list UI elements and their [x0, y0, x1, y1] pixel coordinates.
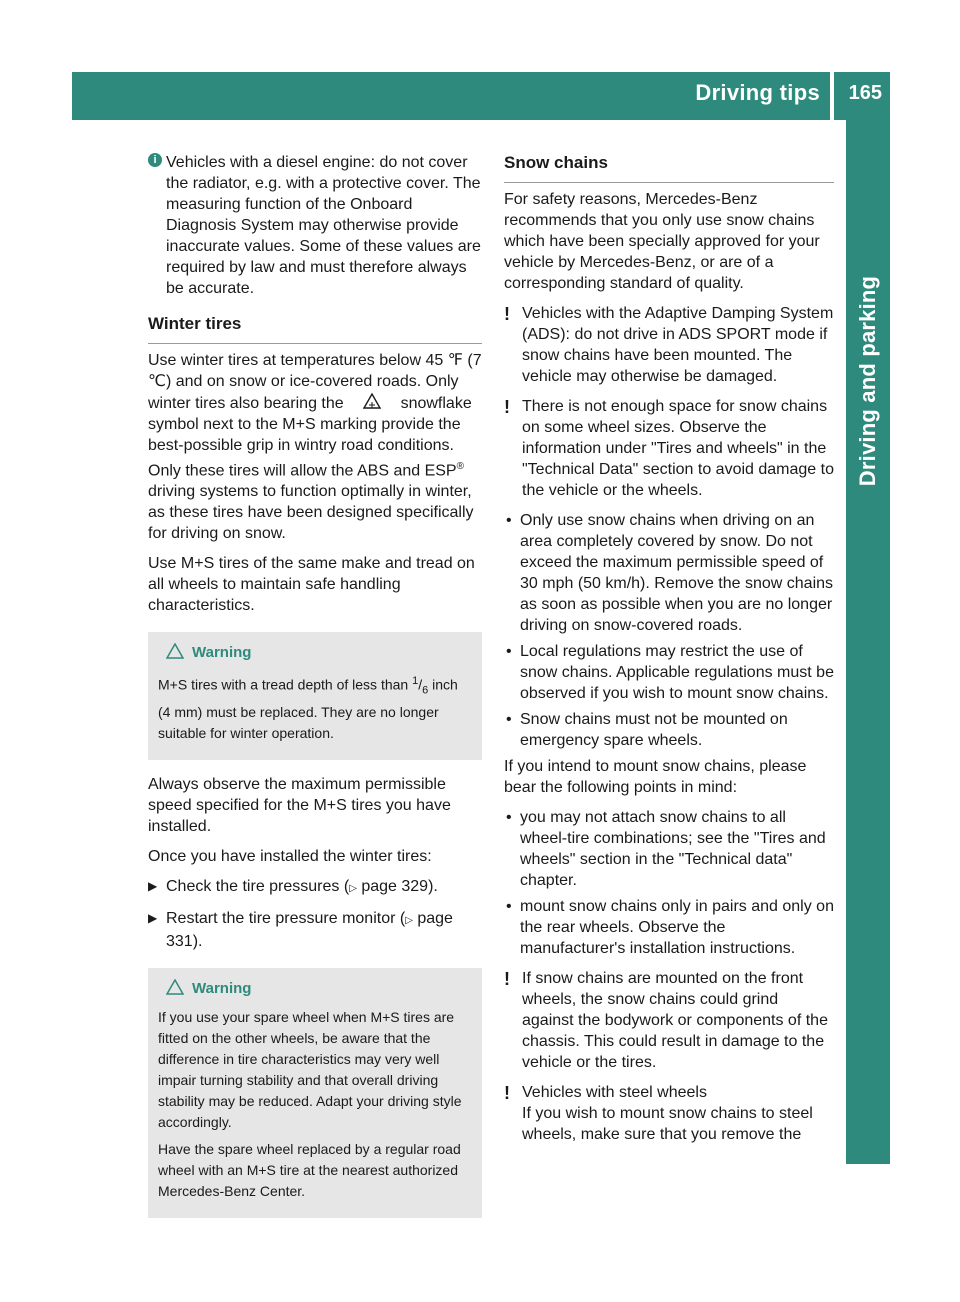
exclamation-icon: !	[504, 1083, 510, 1103]
winter-text-a: Use winter tires at temperatures below 45 ℉ (7 ℃) and on snow or ice-covered roads. Only winter tires also bearing the	[148, 352, 482, 412]
left-column	[148, 152, 482, 1232]
list-item	[504, 807, 834, 891]
bullet-icon: •	[506, 898, 512, 915]
bullet-icon: •	[506, 809, 512, 826]
list-item-text: you may not attach snow chains to all wheel-tire combinations; see the "Tires and wheels" section in the "Technical data" chapter.	[520, 809, 826, 889]
warning-title	[158, 978, 472, 999]
warning-tread-text-a: M+S tires with a tread depth of less than	[158, 676, 409, 693]
action-2-text-b: ).	[192, 932, 203, 950]
info-icon: i	[148, 153, 162, 167]
info-note-text: Vehicles with a diesel engine: do not cover the radiator, e.g. with a protective cover. The measuring function of the Onboard Diagnosis System may otherwise provide inaccurate values. Some of these values are required by law and must therefore always be accurate.	[166, 154, 481, 297]
snow-chains-heading: Snow chains	[504, 152, 834, 183]
warning-tread-text: M+S tires with a tread depth of less than $^1/_6$ inch (4 mm) must be replaced. They are no longer suitable for winter operation.	[158, 675, 458, 741]
chapter-label: Driving and parking	[855, 275, 880, 487]
list-item	[504, 510, 834, 636]
exclamation-icon: !	[504, 304, 510, 324]
registered-mark: ®	[456, 461, 464, 472]
winter-tires-paragraph-2: Use M+S tires of the same make and tread on all wheels to maintain safe handling characteristics.	[148, 555, 475, 615]
warning-title	[158, 642, 472, 663]
fraction-denominator: 6	[422, 684, 429, 697]
caution-note	[504, 396, 834, 501]
warning-title-text: Warning	[192, 979, 252, 997]
winter-tires-heading: Winter tires	[148, 313, 482, 344]
fraction-numerator: 1	[412, 675, 419, 688]
snow-chains-intro: For safety reasons, Mercedes-Benz recommends that you only use snow chains which have been specially approved for your vehicle by Mercedes-Benz, or are of a corresponding standard of quality.	[504, 191, 820, 292]
action-arrow-icon: ▶	[148, 910, 158, 925]
list-item-text: mount snow chains only in pairs and only on the rear wheels. Observe the manufacturer's installation instructions.	[520, 898, 834, 957]
bullet-icon: •	[506, 711, 512, 728]
winter-text-b: snowflake symbol next to the M+S marking provide the best-possible grip in wintry road conditions. Only these tires will allow the ABS and ESP	[148, 395, 472, 480]
once-installed-paragraph: Once you have installed the winter tires:	[148, 847, 432, 865]
speed-paragraph: Always observe the maximum permissible speed specified for the M+S tires you have installed.	[148, 775, 451, 835]
warning-title-text: Warning	[192, 644, 252, 662]
snowflake-mountain-icon	[362, 392, 382, 410]
caution-note	[504, 303, 834, 387]
warning-spare-text-2: Have the spare wheel replaced by a regular road wheel with an M+S tire at the nearest authorized Mercedes-Benz Center.	[158, 1140, 461, 1199]
winter-text-c: driving systems to function optimally in winter, as these tires have been designed specifically for driving on snow.	[148, 483, 474, 543]
warning-box-tread	[148, 632, 482, 759]
right-column	[504, 152, 834, 1154]
caution-note-text: Vehicles with the Adaptive Damping System (ADS): do not drive in ADS SPORT mode if snow chains have been mounted. The vehicle may otherwise be damaged.	[522, 305, 834, 385]
exclamation-icon: !	[504, 969, 510, 989]
exclamation-icon: !	[504, 397, 510, 417]
action-item	[148, 876, 482, 899]
caution-note	[504, 1082, 834, 1145]
caution-note-title: Vehicles with steel wheels	[522, 1084, 707, 1101]
warning-tread-text-b: inch (4 mm) must be replaced. They are no longer suitable for winter operation.	[158, 676, 458, 741]
action-1-text-b: ).	[428, 877, 438, 895]
warning-triangle-icon	[166, 643, 184, 659]
warning-spare-text-1: If you use your spare wheel when M+S tires are fitted on the other wheels, be aware that the difference in tire characteristics may very well impair turning stability and that overall driving stability may be reduced. Adapt your driving style accordingly.	[158, 1008, 462, 1130]
section-title: Driving tips	[695, 80, 820, 105]
bullet-icon: •	[506, 643, 512, 660]
action-1-text-a: Check the tire pressures (	[166, 877, 350, 895]
page-ref-arrow-icon: ▷	[405, 914, 413, 926]
info-note	[148, 152, 482, 299]
list-item-text: Snow chains must not be mounted on emergency spare wheels.	[520, 711, 788, 749]
action-arrow-icon: ▶	[148, 878, 158, 893]
action-item	[148, 908, 482, 952]
header-divider	[830, 72, 834, 120]
page-ref-link[interactable]: page 329	[361, 877, 429, 895]
list-item-text: Local regulations may restrict the use of snow chains. Applicable regulations must be observed if you wish to mount snow chains.	[520, 643, 834, 702]
warning-triangle-icon	[166, 979, 184, 995]
side-tab-marker	[850, 865, 886, 901]
list-item-text: Only use snow chains when driving on an area completely covered by snow. Do not exceed the maximum permissible speed of 30 mph (50 km/h). Remove the snow chains as soon as possible when you are no longer driving on snow-covered roads.	[520, 512, 834, 634]
bullet-icon: •	[506, 512, 512, 529]
page-number: 165	[848, 82, 882, 104]
caution-note-text: There is not enough space for snow chains on some wheel sizes. Observe the information under "Tires and wheels" in the "Technical Data" section to avoid damage to the vehicle or the wheels.	[522, 398, 834, 499]
mount-intro-paragraph: If you intend to mount snow chains, please bear the following points in mind:	[504, 758, 807, 796]
list-item	[504, 709, 834, 751]
list-item	[504, 641, 834, 704]
caution-note	[504, 968, 834, 1073]
page-ref-arrow-icon: ▷	[349, 882, 357, 894]
caution-note-text: If snow chains are mounted on the front wheels, the snow chains could grind against the bodywork or components of the chassis. This could result in damage to the vehicle or the tires.	[522, 970, 828, 1071]
winter-tires-paragraph	[148, 350, 482, 544]
list-item	[504, 896, 834, 959]
action-2-text-a: Restart the tire pressure monitor (	[166, 909, 406, 927]
warning-box-spare-wheel	[148, 968, 482, 1218]
caution-note-text: If you wish to mount snow chains to steel wheels, make sure that you remove the	[522, 1105, 813, 1143]
header-band	[72, 72, 890, 120]
page-ref-link[interactable]: page 331	[166, 909, 453, 950]
